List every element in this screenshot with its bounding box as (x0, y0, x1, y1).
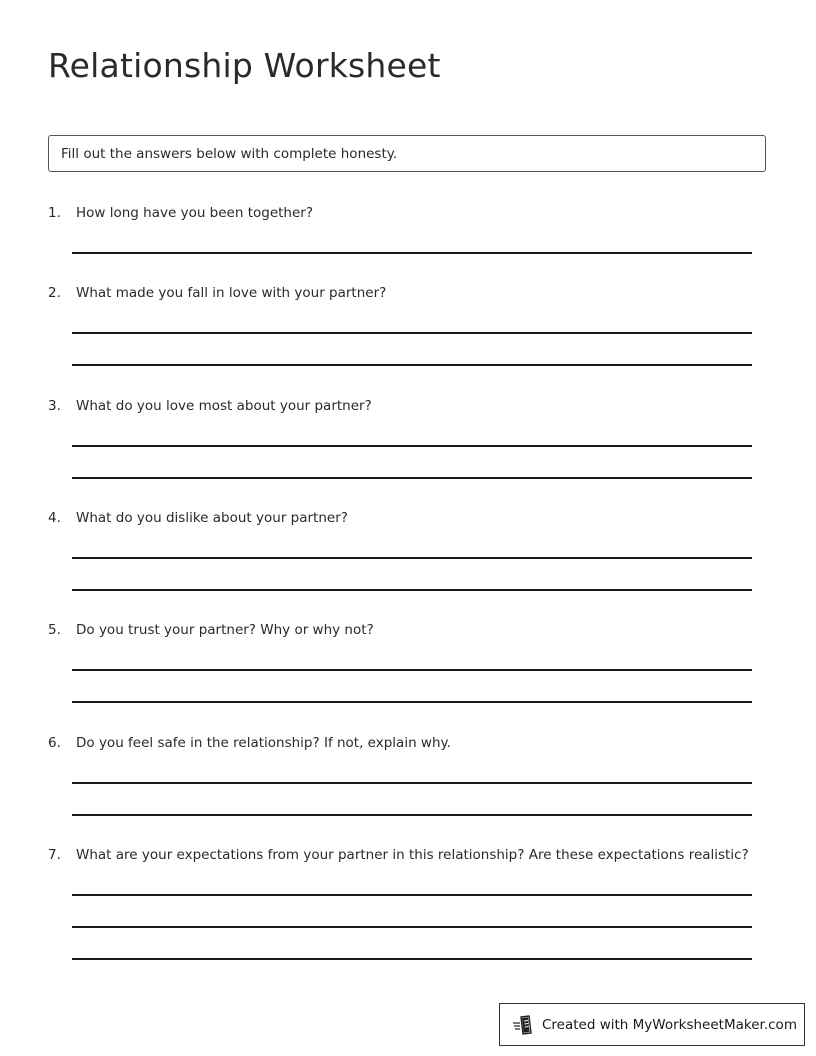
answer-line[interactable] (72, 926, 752, 928)
answer-line[interactable] (72, 814, 752, 816)
question-number: 2. (48, 285, 61, 301)
created-with-badge[interactable] (499, 1003, 805, 1046)
question-number: 4. (48, 510, 61, 526)
answer-line[interactable] (72, 445, 752, 447)
question-number: 3. (48, 398, 61, 414)
question-number: 7. (48, 847, 61, 863)
question-text: What do you love most about your partner? (76, 398, 372, 414)
instructions-box: Fill out the answers below with complete honesty. (48, 135, 766, 172)
page-title: Relationship Worksheet (48, 46, 441, 85)
answer-line[interactable] (72, 958, 752, 960)
answer-line[interactable] (72, 252, 752, 254)
answer-line[interactable] (72, 701, 752, 703)
answer-line[interactable] (72, 364, 752, 366)
question-number: 6. (48, 735, 61, 751)
answer-line[interactable] (72, 894, 752, 896)
answer-line[interactable] (72, 557, 752, 559)
question-text: Do you trust your partner? Why or why not? (76, 622, 374, 638)
question-number: 5. (48, 622, 61, 638)
answer-line[interactable] (72, 669, 752, 671)
worksheet-maker-logo-icon (512, 1013, 536, 1037)
question-text: What made you fall in love with your partner? (76, 285, 387, 301)
answer-line[interactable] (72, 477, 752, 479)
question-text: Do you feel safe in the relationship? If not, explain why. (76, 735, 451, 751)
footer-text: Created with MyWorksheetMaker.com (542, 1016, 797, 1033)
question-text: How long have you been together? (76, 205, 314, 221)
answer-line[interactable] (72, 332, 752, 334)
question-number: 1. (48, 205, 61, 221)
question-text: What are your expectations from your partner in this relationship? Are these expectations realistic? (76, 847, 749, 863)
question-text: What do you dislike about your partner? (76, 510, 348, 526)
answer-line[interactable] (72, 782, 752, 784)
answer-line[interactable] (72, 589, 752, 591)
